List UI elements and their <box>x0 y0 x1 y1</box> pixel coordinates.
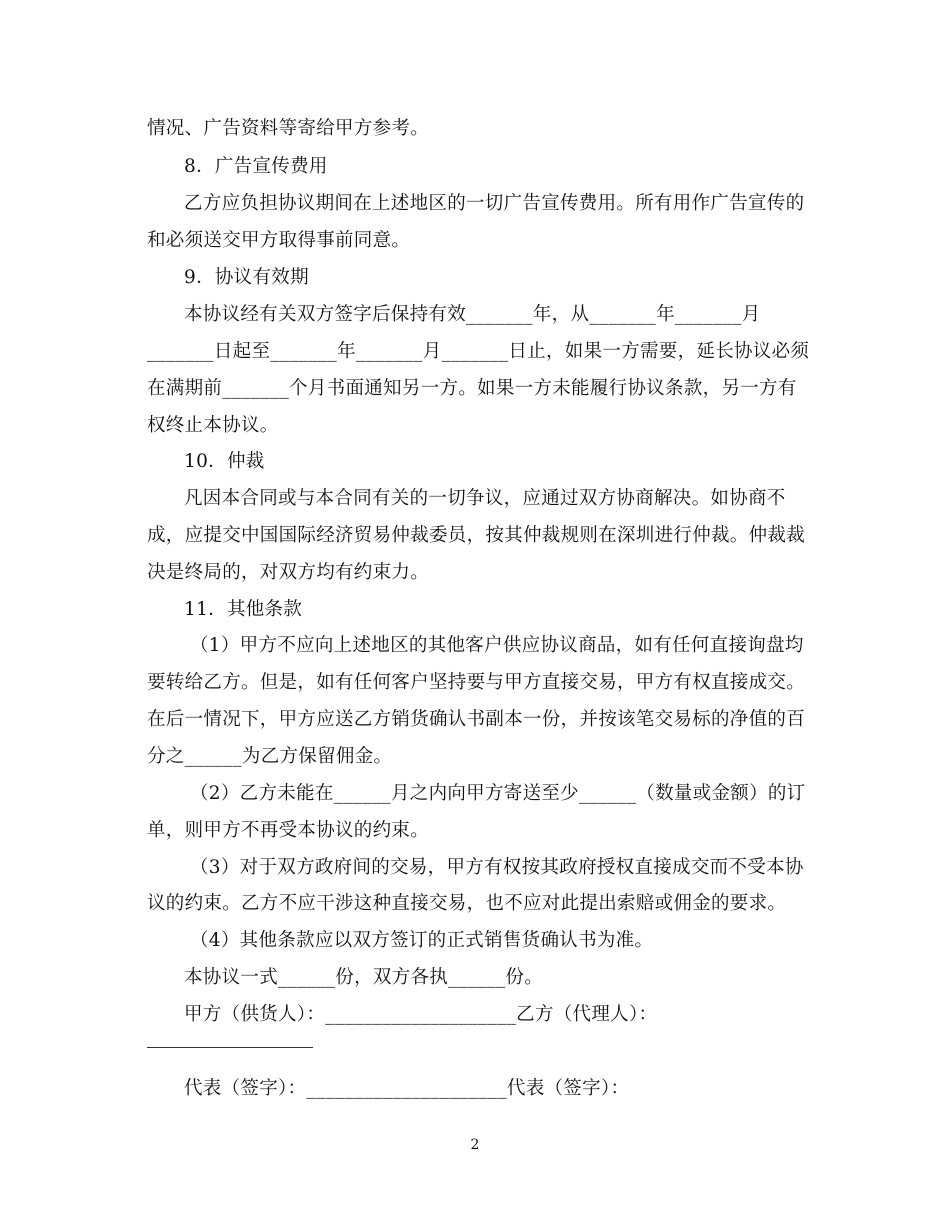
section-heading-arbitration: 10．仲裁 <box>184 451 265 472</box>
paragraph-line: 本协议经有关双方签字后保持有效_______年，从_______年_______月 <box>184 304 761 325</box>
paragraph-line: 在后一情况下，甲方应送乙方销货确认书副本一份，并按该笔交易标的净值的百 <box>147 709 806 730</box>
paragraph-line: 议的约束。乙方不应干涉这种直接交易，也不应对此提出索赔或佣金的要求。 <box>147 893 787 914</box>
copies-line: 本协议一式______份，双方各执______份。 <box>184 967 544 988</box>
signature-blank-rule <box>147 1047 313 1048</box>
paragraph-line: 决是终局的，对双方均有约束力。 <box>147 562 430 583</box>
section-heading-advertising-costs: 8．广告宣传费用 <box>184 156 328 177</box>
paragraph-line: （3）对于双方政府间的交易，甲方有权按其政府授权直接成交而不受本协 <box>190 857 804 878</box>
page-number: 2 <box>470 1137 480 1153</box>
section-heading-validity-period: 9．协议有效期 <box>184 267 309 288</box>
paragraph-line: （4）其他条款应以双方签订的正式销售货确认书为准。 <box>190 930 654 951</box>
paragraph-line: 要转给乙方。但是，如有任何客户坚持要与甲方直接交易，甲方有权直接成交。 <box>147 672 806 693</box>
paragraph-line: 凡因本合同或与本合同有关的一切争议，应通过双方协商解决。如协商不 <box>184 488 786 509</box>
paragraph-line: 在满期前_______个月书面通知另一方。如果一方未能履行协议条款，另一方有 <box>147 378 797 399</box>
paragraph-line: 乙方应负担协议期间在上述地区的一切广告宣传费用。所有用作广告宣传的 <box>184 193 805 214</box>
representative-signature-line: 代表（签字）：_____________________代表（签字）： <box>184 1078 630 1099</box>
paragraph-line: _______日起至_______年_______月_______日止，如果一方需要，延长协议必须 <box>147 341 810 362</box>
paragraph-line: 成，应提交中国国际经济贸易仲裁委员，按其仲裁规则在深圳进行仲裁。仲裁裁 <box>147 525 806 546</box>
paragraph-line: 单，则甲方不再受本协议的约束。 <box>147 820 430 841</box>
section-heading-other-terms: 11．其他条款 <box>184 599 303 620</box>
paragraph-line: （1）甲方不应向上述地区的其他客户供应协议商品，如有任何直接询盘均 <box>190 635 804 656</box>
paragraph-line: （2）乙方未能在______月之内向甲方寄送至少______（数量或金额）的订 <box>190 783 806 804</box>
party-signature-line: 甲方（供货人）：____________________乙方（代理人）： <box>184 1004 658 1025</box>
paragraph-line: 分之______为乙方保留佣金。 <box>147 746 393 767</box>
paragraph-line: 权终止本协议。 <box>147 415 279 436</box>
paragraph-line: 和必须送交甲方取得事前同意。 <box>147 230 411 251</box>
paragraph-line: 情况、广告资料等寄给甲方参考。 <box>147 118 430 139</box>
